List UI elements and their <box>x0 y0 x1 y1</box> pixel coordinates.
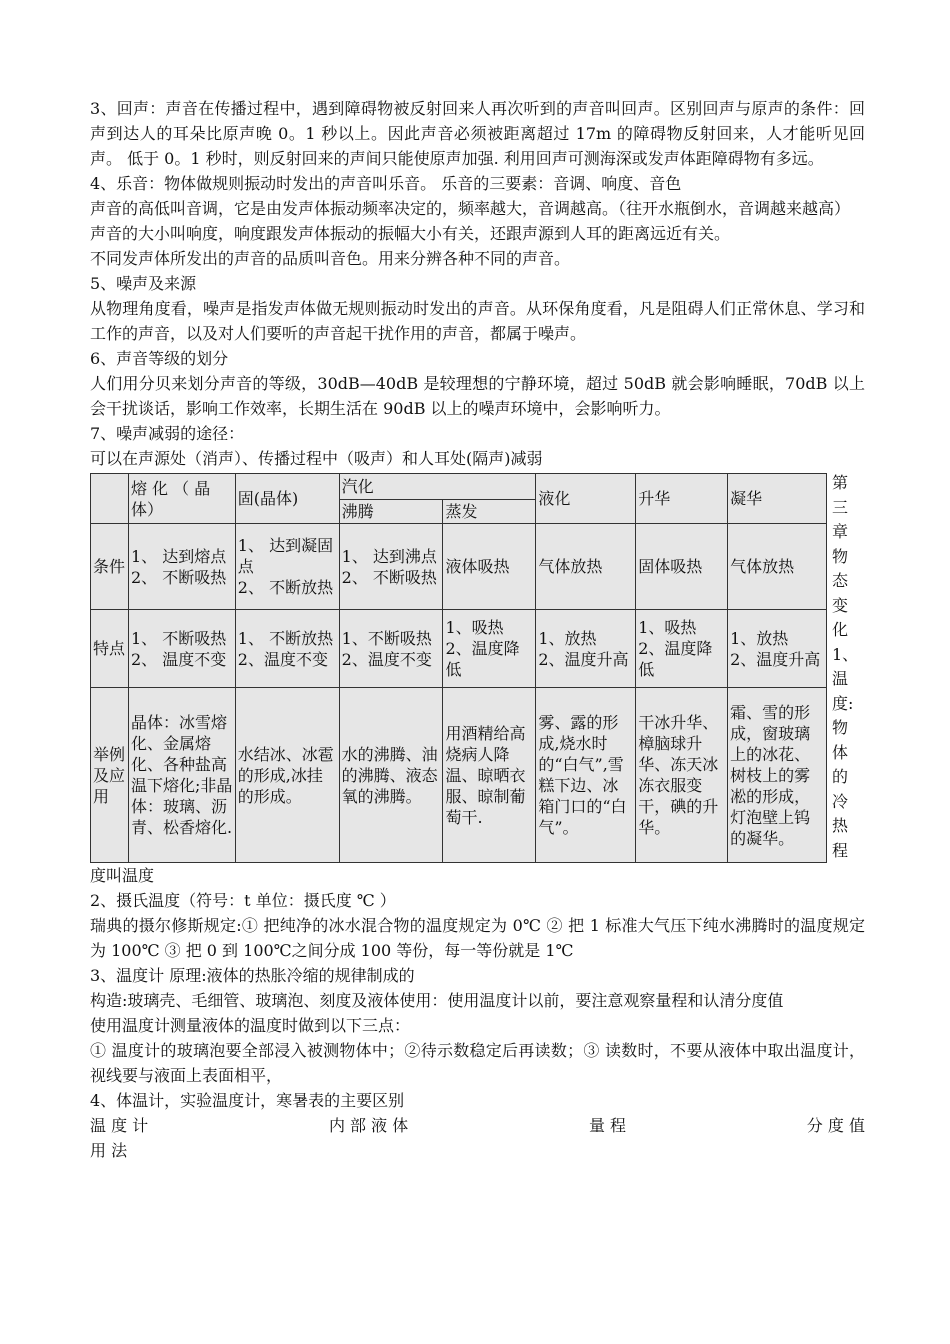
celsius-heading: 2、摄氏温度（符号：t 单位：摄氏度 ℃ ） <box>90 891 396 910</box>
thermometer-structure-paragraph: 构造:玻璃壳、毛细管、玻璃泡、刻度及液体使用：使用温度计以前，要注意观察量程和认清分度值 <box>90 991 784 1010</box>
thermometer-heading: 3、温度计 原理:液体的热胀冷缩的规律制成的 <box>90 966 415 985</box>
header-sublimation: 升华 <box>636 474 728 524</box>
cell-examples-evaporation: 用酒精给高烧病人降温、晾晒衣服、晾制葡萄干. <box>443 688 536 863</box>
col-thermometer: 温 度 计 <box>90 1116 149 1135</box>
cell-examples-boiling: 水的沸腾、油的沸腾、液态氧的沸腾。 <box>339 688 443 863</box>
header-solidifying: 固(晶体) <box>235 474 339 524</box>
phase-change-table <box>90 473 827 863</box>
celsius-paragraph: 瑞典的摄尔修斯规定:① 把纯净的冰水混合物的温度规定为 0℃ ② 把 1 标准大气压下纯水沸腾时的温度规定为 100℃ ③ 把 0 到 100℃之间分成 100 等份，每一等份就是 1℃ <box>90 916 865 960</box>
cell-examples-liquefaction: 雾、露的形成,烧水时的“白气”,雪糕下边、冰箱门口的“白气”。 <box>536 688 636 863</box>
sound-level-heading: 6、声音等级的划分 <box>90 349 229 368</box>
noise-heading: 5、噪声及来源 <box>90 274 197 293</box>
usage-intro-paragraph: 使用温度计测量液体的温度时做到以下三点： <box>90 1016 411 1035</box>
cell-condition-solidifying: 1、 达到凝固点 2、 不断放热 <box>235 524 339 610</box>
cell-feature-melting: 1、 不断吸热 2、 温度不变 <box>128 610 235 688</box>
header-boiling: 沸腾 <box>339 500 443 524</box>
header-melting: 熔 化 （ 晶体） <box>128 474 235 524</box>
noise-reduction-heading: 7、噪声减弱的途径： <box>90 424 245 443</box>
loudness-paragraph: 声音的大小叫响度，响度跟发声体振动的振幅大小有关，还跟声源到人耳的距离远近有关。 <box>90 224 731 243</box>
table-corner <box>91 474 129 524</box>
row-label-examples: 举例及应用 <box>91 688 129 863</box>
document-page <box>90 96 865 1163</box>
comparison-header-row <box>90 1113 865 1138</box>
cell-feature-boiling: 1、不断吸热 2、温度不变 <box>339 610 443 688</box>
cell-condition-evaporation: 液体吸热 <box>443 524 536 610</box>
col-division-value: 分 度 值 <box>806 1116 865 1135</box>
cell-condition-boiling: 1、 达到沸点 2、 不断吸热 <box>339 524 443 610</box>
cell-examples-melting: 晶体：冰雪熔化、金属熔化、各种盐高温下熔化;非晶体：玻璃、沥青、松香熔化. <box>128 688 235 863</box>
cell-feature-solidifying: 1、 不断放热 2、温度不变 <box>235 610 339 688</box>
pitch-paragraph: 声音的高低叫音调，它是由发声体振动频率决定的，频率越大，音调越高。（往开水瓶倒水，音调越来越高） <box>90 199 851 218</box>
side-vertical-text: 第三章物态变化1、温度:物体的冷热程 <box>832 473 859 860</box>
header-vaporization: 汽化 <box>339 474 536 500</box>
row-label-condition: 条件 <box>91 524 129 610</box>
echo-paragraph: 3、回声：声音在传播过程中，遇到障碍物被反射回来人再次听到的声音叫回声。区别回声与原声的条件：回声到达人的耳朵比原声晚 0。1 秒以上。因此声音必须被距离超过 17m 的障碍物反射回来，人才能听见回声。 低于 0。1 秒时，则反射回来的声间只能使原声加强. 利用回声可测海深或发声体距障碍物有多远。 <box>90 99 865 168</box>
usage-rules-paragraph: ① 温度计的玻璃泡要全部浸入被测物体中；②待示数稳定后再读数；③ 读数时，不要从液体中取出温度计，视线要与液面上表面相平， <box>90 1041 865 1085</box>
cell-condition-liquefaction: 气体放热 <box>536 524 636 610</box>
cell-condition-deposition: 气体放热 <box>728 524 827 610</box>
cell-feature-deposition: 1、放热 2、温度升高 <box>728 610 827 688</box>
cell-examples-deposition: 霜、雪的形成，窗玻璃上的冰花、树枝上的雾凇的形成，灯泡壁上钨的凝华。 <box>728 688 827 863</box>
cell-condition-sublimation: 固体吸热 <box>636 524 728 610</box>
phase-change-table-wrap <box>90 473 865 863</box>
col-range: 量 程 <box>588 1116 627 1135</box>
header-deposition: 凝华 <box>728 474 827 524</box>
thermometer-comparison-heading: 4、体温计，实验温度计，寒暑表的主要区别 <box>90 1091 405 1110</box>
noise-reduction-paragraph: 可以在声源处（消声）、传播过程中（吸声）和人耳处(隔声)减弱 <box>90 449 543 468</box>
cell-feature-sublimation: 1、吸热 2、温度降低 <box>636 610 728 688</box>
header-liquefaction: 液化 <box>536 474 636 524</box>
cell-examples-solidifying: 水结冰、冰雹的形成,冰挂的形成。 <box>235 688 339 863</box>
musical-sound-heading: 4、乐音：物体做规则振动时发出的声音叫乐音。 乐音的三要素：音调、响度、音色 <box>90 174 682 193</box>
timbre-paragraph: 不同发声体所发出的声音的品质叫音色。用来分辨各种不同的声音。 <box>90 249 571 268</box>
sound-level-paragraph: 人们用分贝来划分声音的等级，30dB—40dB 是较理想的宁静环境，超过 50dB 就会影响睡眠，70dB 以上会干扰谈话，影响工作效率，长期生活在 90dB 以上的噪声环境中，会影响听力。 <box>90 374 865 418</box>
header-evaporation: 蒸发 <box>443 500 536 524</box>
row-label-feature: 特点 <box>91 610 129 688</box>
cell-feature-evaporation: 1、吸热 2、温度降低 <box>443 610 536 688</box>
noise-paragraph: 从物理角度看，噪声是指发声体做无规则振动时发出的声音。从环保角度看，凡是阻碍人们正常休息、学习和工作的声音，以及对人们要听的声音起干扰作用的声音，都属于噪声。 <box>90 299 865 343</box>
col-internal-liquid: 内 部 液 体 <box>328 1116 409 1135</box>
temperature-definition-end: 度叫温度 <box>90 866 155 885</box>
cell-condition-melting: 1、 达到熔点 2、 不断吸热 <box>128 524 235 610</box>
cell-feature-liquefaction: 1、放热 2、温度升高 <box>536 610 636 688</box>
usage-label: 用 法 <box>90 1141 128 1160</box>
cell-examples-sublimation: 干冰升华、樟脑球升华、冻天冰冻衣服变干，碘的升华。 <box>636 688 728 863</box>
